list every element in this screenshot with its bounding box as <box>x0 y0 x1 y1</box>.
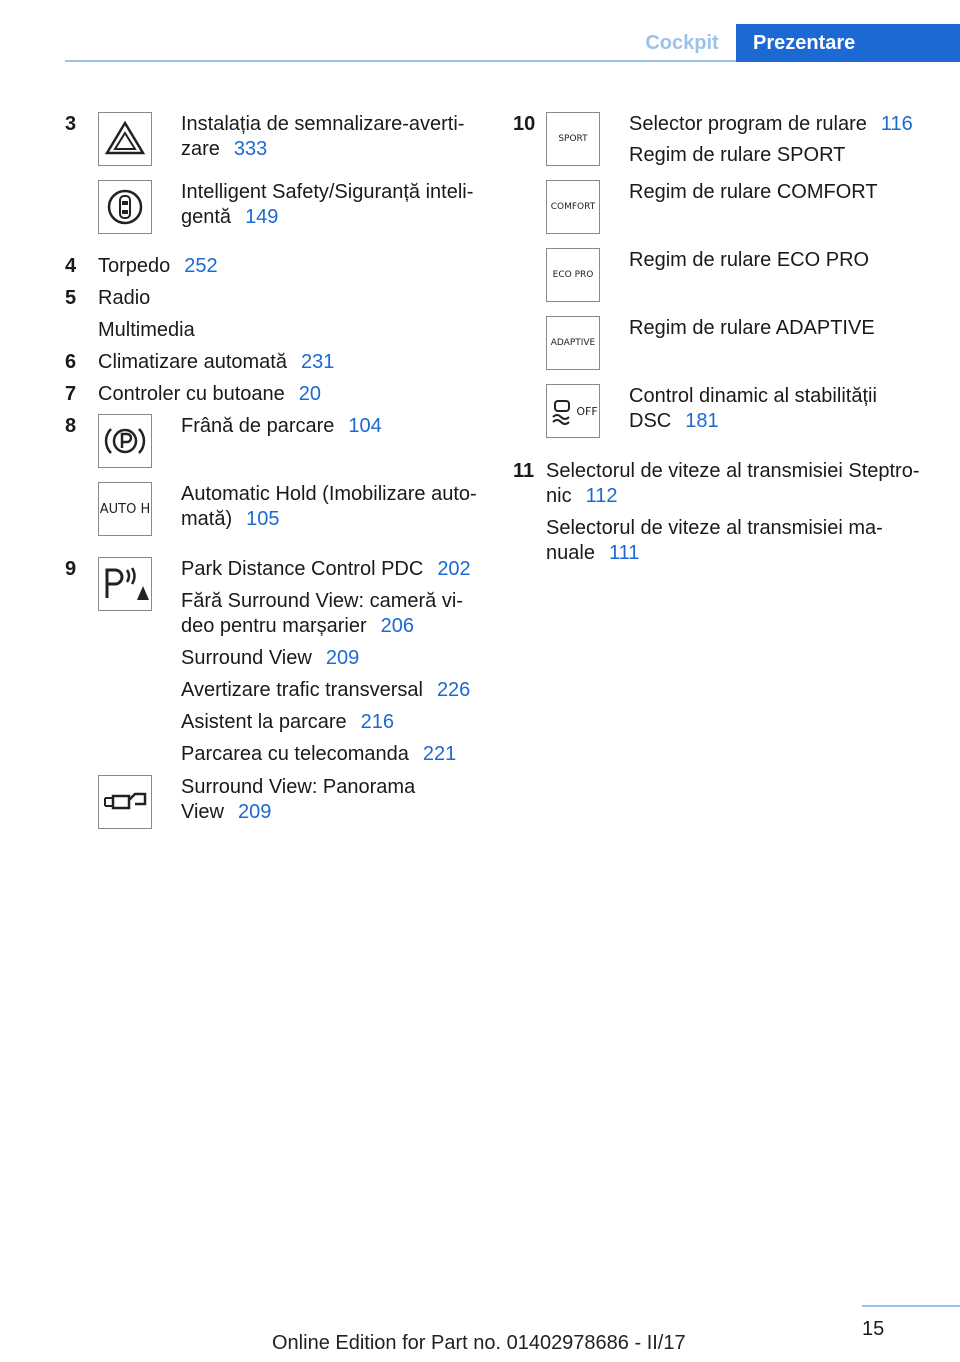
item-number-8: 8 <box>65 415 77 437</box>
dsc-text: Control dinamic al stabilității DSC 181 <box>629 385 877 432</box>
item-11-text: Selectorul de viteze al transmisiei Steptro- nic 112 <box>546 460 920 507</box>
item-number-5: 5 <box>65 287 77 309</box>
footer-edition: Online Edition for Part no. 01402978686 - II/17 <box>272 1332 686 1354</box>
page-ref-link[interactable]: 112 <box>585 485 618 507</box>
page-ref-link[interactable]: 116 <box>880 113 913 135</box>
item-10-text: Selector program de rulare 116 Regim de rulare SPORT <box>629 113 913 166</box>
parking-brake-icon <box>98 414 152 468</box>
footer-divider <box>862 1305 960 1307</box>
item-8-text: Frână de parcare 104 <box>181 415 382 437</box>
adaptive-text: Regim de rulare ADAPTIVE <box>629 317 875 339</box>
adaptive-button-icon: ADAPTIVE <box>546 316 600 370</box>
item-number-11: 11 <box>513 460 535 482</box>
item-number-9: 9 <box>65 558 77 580</box>
comfort-button-icon: COMFORT <box>546 180 600 234</box>
item-number-6: 6 <box>65 351 77 373</box>
item-5-text: Radio <box>98 287 151 309</box>
sport-button-icon: SPORT <box>546 112 600 166</box>
item-number-10: 10 <box>513 113 536 135</box>
page-ref-link[interactable]: 231 <box>300 351 335 373</box>
hazard-warning-icon <box>98 112 152 166</box>
intelligent-safety-icon <box>98 180 152 234</box>
page-ref-link[interactable]: 333 <box>233 138 268 160</box>
page-ref-link[interactable]: 226 <box>436 679 471 701</box>
eco-pro-button-icon: ECO PRO <box>546 248 600 302</box>
item-number-3: 3 <box>65 113 77 135</box>
item-number-7: 7 <box>65 383 77 405</box>
tab-cockpit[interactable]: Cockpit <box>645 32 719 54</box>
item-6-text: Climatizare automată 231 <box>98 351 335 373</box>
page-ref-link[interactable]: 104 <box>348 415 382 437</box>
page-ref-link[interactable]: 181 <box>685 410 719 432</box>
page-ref-link[interactable]: 209 <box>325 647 360 669</box>
page-ref-link[interactable]: 252 <box>184 255 218 277</box>
item-5-text2: Multimedia <box>98 319 195 341</box>
header-divider <box>65 60 736 62</box>
dsc-off-icon: OFF <box>546 384 600 438</box>
park-distance-control-icon <box>98 557 152 611</box>
item-4-text: Torpedo 252 <box>98 255 218 277</box>
page-ref-link[interactable]: 202 <box>437 558 471 580</box>
page-ref-link[interactable]: 149 <box>245 206 279 228</box>
page-ref-link[interactable]: 209 <box>238 801 272 823</box>
page-ref-link[interactable]: 216 <box>360 711 395 733</box>
item-9-text: Park Distance Control PDC 202 Fără Surround View: cameră vi- deo pentru marșarier 206 Surround View 209 Avertizare trafic transversal 226 Asistent la parcare 216 Parcarea cu telecomanda 221 <box>181 558 471 765</box>
comfort-text: Regim de rulare COMFORT <box>629 181 878 203</box>
page-ref-link[interactable]: 111 <box>608 542 640 564</box>
page-header <box>0 24 960 62</box>
panorama-view-icon <box>98 775 152 829</box>
item-3-text: Instalația de semnalizare-averti- zare 333 <box>181 113 465 160</box>
auto-hold-icon: AUTO H <box>98 482 152 536</box>
page-ref-link[interactable]: 206 <box>380 615 415 637</box>
eco-pro-text: Regim de rulare ECO PRO <box>629 249 870 271</box>
item-9b-text: Surround View: Panorama View 209 <box>181 776 416 823</box>
page-ref-link[interactable]: 221 <box>422 743 457 765</box>
page-ref-link[interactable]: 105 <box>246 508 280 530</box>
item-3b-text: Intelligent Safety/Siguranță inteli- gentă 149 <box>181 181 474 228</box>
item-7-text: Controler cu butoane 20 <box>98 383 322 405</box>
page-number: 15 <box>862 1318 885 1340</box>
tab-prezentare[interactable]: Prezentare <box>736 24 960 62</box>
item-8b-text: Automatic Hold (Imobilizare auto- mată) 105 <box>181 483 477 530</box>
page-ref-link[interactable]: 20 <box>298 383 322 405</box>
item-11b-text: Selectorul de viteze al transmisiei ma- nuale 111 <box>546 517 883 564</box>
item-number-4: 4 <box>65 255 77 277</box>
